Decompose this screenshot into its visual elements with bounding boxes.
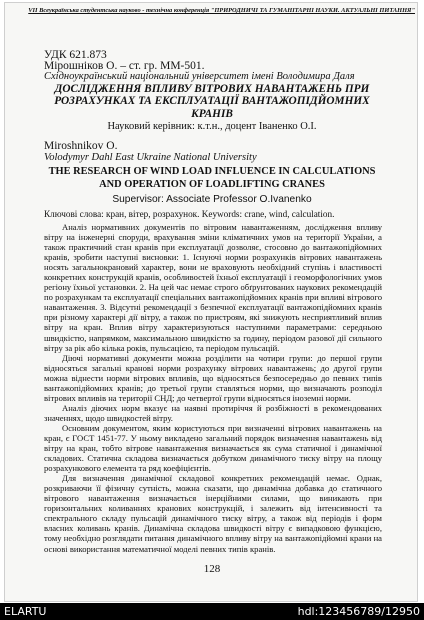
repository-name: ELARTU [4, 605, 47, 618]
author-ua: Мірошніков О. – ст. гр. ММ-501. [44, 60, 205, 72]
paragraph: Аналіз нормативних документів по вітровим навантаженням, дослідження впливу вітру на інженерні споруди, врахування зміни кліматичних умов на території України, а також практичний стан кранів при експлуатації дозволяє, стосовно до вантажопідйомних кранів, зробити наступні висновки: 1. Існуючі норми розрахунків вітрових навантажень носять загальнокрановий характер, вони не враховують необхідний ступінь і властивості конкретних конструкцій кранів, особливостей їхньої експлуатації і геоморфологічних умов регіону їхньої установки. 2. На цей час немає строго обґрунтованих наукових рекомендацій по розрахункам та експлуатації спеціальних вантажопідйомних кранів при впливі вітрового навантаження. 3. Відсутні рекомендації з безпечної експлуатації вантажопідйомних кранів при різному характері дії вітру, а також по пристроям, які знижують несприятливий вплив вітру на кран. Вплив вітру характеризуються наступними параметрами: середньою швидкістю, напрямком, максимальною швидкістю за годину, періодом разової дії сильного вітру за рік або кілька років, пульсацією, та періодом пульсацій. [44, 222, 382, 353]
page-number: 128 [203, 563, 221, 575]
supervisor-ua: Науковий керівник: к.т.н., доцент Іваненко О.І. [107, 121, 317, 132]
affiliation-ua: Східноукраїнський національний університет імені Володимира Даля [44, 71, 355, 82]
footer-bar [0, 603, 424, 620]
udk-code: УДК 621.873 [44, 49, 107, 61]
paragraph: Для визначення динамічної складової конкретних рекомендацій немає. Однак, розкриваючи її фізичну сутність, можна сказати, що динамічна добавка до статичного вітрового навантаження визначається інерційними силами, що виникають при горизонтальних коливаннях кранових конструкцій, і залежить від інтенсивності та спектрального складу пульсацій динамічного тиску вітру, а також від періодів і форм власних коливань кранів. Динамічна складова швидкості вітру є випадковою функцією, тому необхідно розглядати питання динамічного впливу вітру на вантажопідйомні крани на основі використання математичної моделі певних типів кранів. [44, 473, 382, 554]
keywords: Ключові слова: кран, вітер, розрахунок. Keywords: crane, wind, calculation. [44, 209, 335, 219]
handle-id[interactable]: hdl:123456789/12950 [297, 605, 420, 618]
title-ua: ДОСЛІДЖЕННЯ ВПЛИВУ ВІТРОВИХ НАВАНТАЖЕНЬ ПРИ РОЗРАХУНКАХ ТА ЕКСПЛУАТАЦІЇ ВАНТАЖОПІДЙОМНИХ КРАНІВ [54, 83, 370, 120]
body-text [44, 222, 382, 554]
conference-header: VII Всеукраїнська студентська науково - технічна конференція "ПРИРОДНИЧІ ТА ГУМАНІТАРНІ НАУКИ. АКТУАЛЬНІ ПИТАННЯ" [28, 7, 415, 14]
paragraph: Діючі нормативні документи можна розділити на чотири групи: до першої групи відносяться загальні кранові норми розрахунку вітрових навантажень; до другої групи можна віднести норми вітрових впливів, що відносяться безпосередньо до певних типів вантажопідйомних кранів; до третьої групи ставляться норми, що визначають розподіл вітрових впливів на території СНД; до четвертої групи відносяться іноземні норми. [44, 352, 382, 403]
affiliation-en: Volodymyr Dahl East Ukraine National University [44, 152, 257, 163]
supervisor-en: Supervisor: Associate Professor O.Ivanenko [112, 194, 312, 205]
paragraph: Аналіз діючих норм вказує на наявні протиріччя й розбіжності в рекомендованих значеннях, щодо швидкостей вітру. [44, 402, 382, 423]
title-en: THE RESEARCH OF WIND LOAD INFLUENCE IN CALCULATIONS AND OPERATION OF LOADLIFTING CRANES [48, 166, 376, 190]
paragraph: Основним документом, яким користуються при визначенні вітрових навантажень на кран, є ГОСТ 1451-77. У ньому викладено загальний порядок визначення навантажень від вітру на кран, тобто вітрове навантаження визначається як сума статичної і динамічної складових. Статична складова визначається добутком динамічного тиску вітру на площу розрахункового елемента та ряд коефіцієнтів. [44, 422, 382, 474]
author-en: Miroshnikov O. [44, 140, 118, 152]
